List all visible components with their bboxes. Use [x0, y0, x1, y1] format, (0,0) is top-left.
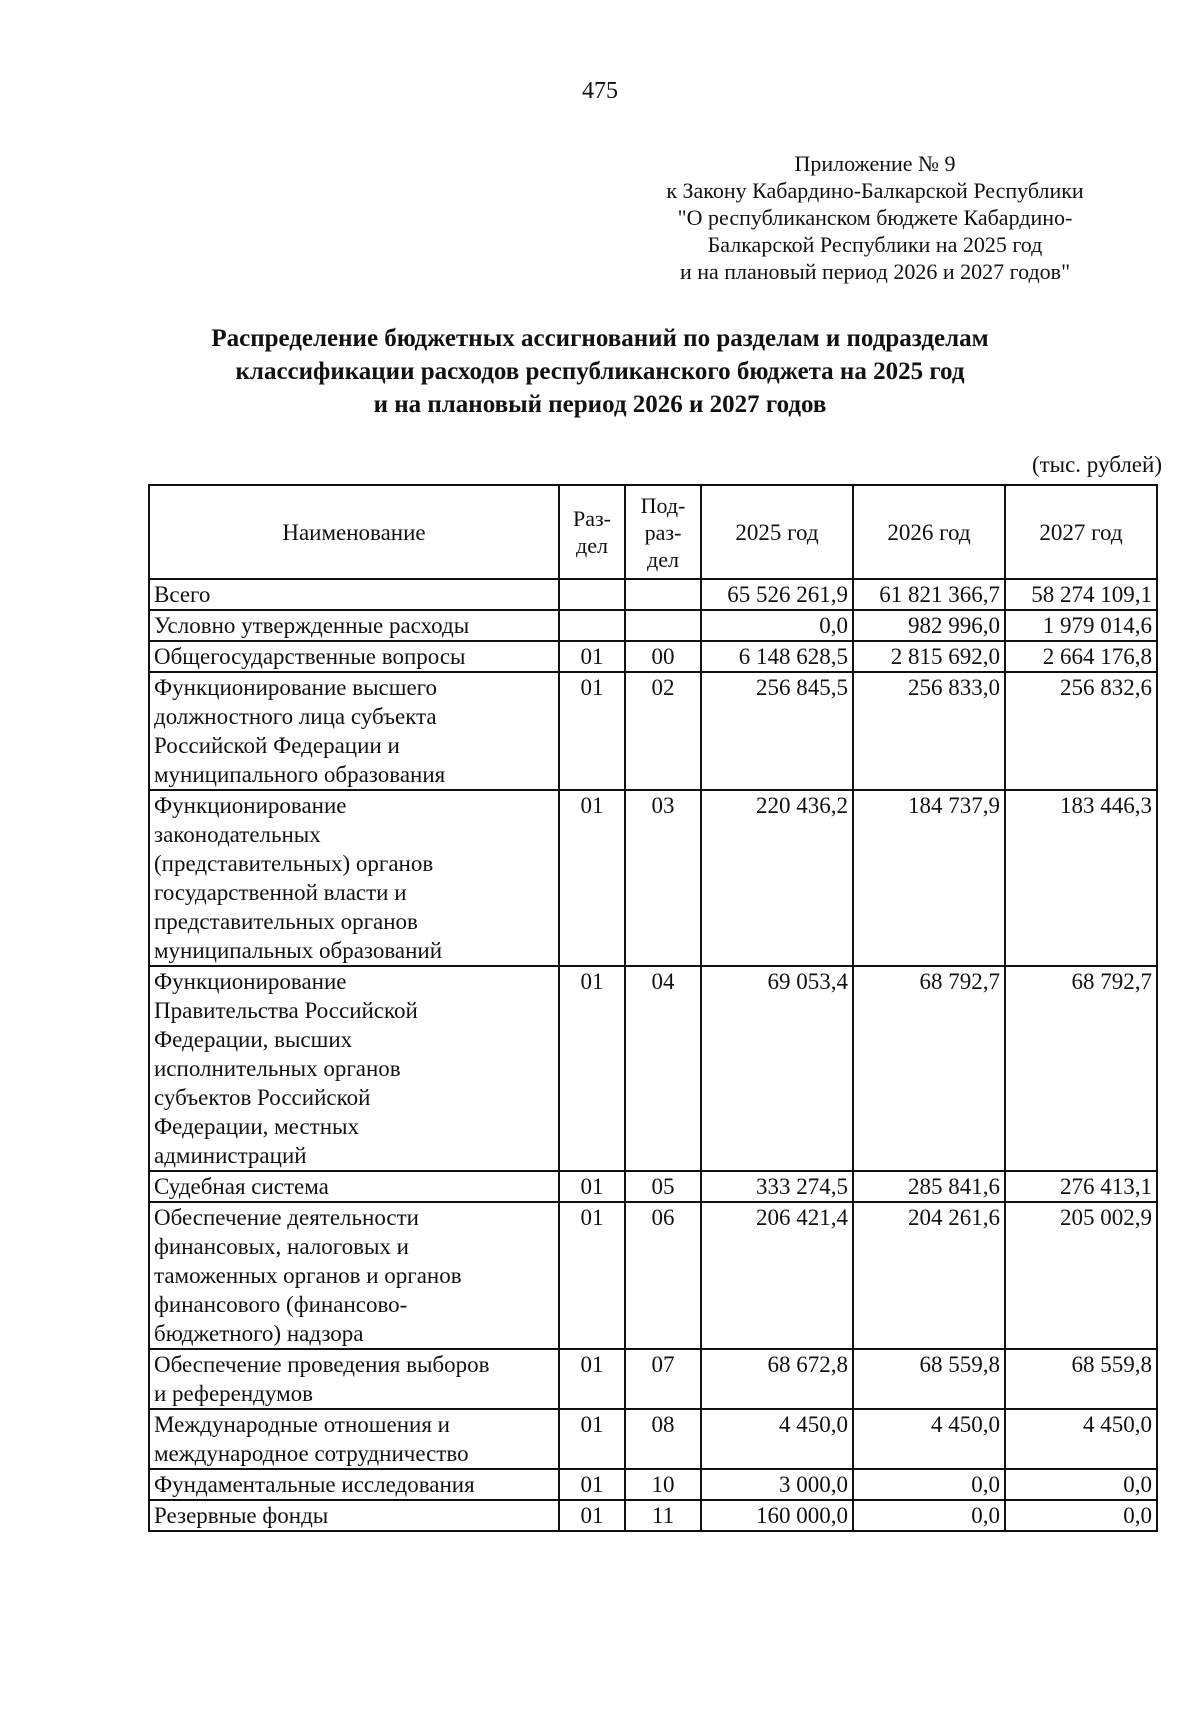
row-name-line: Судебная система: [154, 1174, 329, 1199]
row-name-line: Всего: [154, 582, 211, 607]
row-value-2026: 204 261,6: [853, 1202, 1005, 1349]
table-row: [149, 1500, 1157, 1531]
row-name-line: Резервные фонды: [154, 1503, 329, 1528]
table-row: [149, 672, 1157, 790]
row-name: [149, 672, 559, 790]
row-value-2027: 68 792,7: [1005, 966, 1157, 1171]
row-value-2025: 220 436,2: [701, 790, 853, 966]
row-name-line: таможенных органов и органов: [154, 1263, 462, 1288]
appendix-line: и на плановый период 2026 и 2027 годов": [679, 259, 1071, 284]
row-section: 01: [559, 1409, 625, 1469]
row-name-line: международное сотрудничество: [154, 1441, 469, 1466]
row-name-line: Функционирование: [154, 969, 347, 994]
header-section-line: Раз-: [572, 506, 612, 531]
row-value-2026: 285 841,6: [853, 1171, 1005, 1202]
table-row: [149, 610, 1157, 641]
row-name-line: Функционирование: [154, 793, 347, 818]
table-header-row: [149, 485, 1157, 579]
row-name-line: Функционирование высшего: [154, 675, 438, 700]
table-row: [149, 641, 1157, 672]
header-subsection: [625, 485, 701, 579]
row-name-line: должностного лица субъекта: [154, 704, 437, 729]
row-name-line: финансового (финансово-: [154, 1292, 408, 1317]
row-name-line: Обеспечение проведения выборов: [154, 1352, 490, 1377]
document-title: [100, 322, 1100, 421]
row-value-2025: 206 421,4: [701, 1202, 853, 1349]
row-subsection: 02: [625, 672, 701, 790]
table-body: [149, 579, 1157, 1531]
row-value-2027: 0,0: [1005, 1500, 1157, 1531]
row-value-2025: 6 148 628,5: [701, 641, 853, 672]
row-section: 01: [559, 1171, 625, 1202]
row-name-line: муниципального образования: [154, 762, 446, 787]
table-row: [149, 790, 1157, 966]
appendix-line: "О республиканском бюджете Кабардино-: [677, 205, 1073, 230]
page-number: 475: [582, 78, 618, 104]
row-name: [149, 1349, 559, 1409]
row-name-line: законодательных: [154, 822, 321, 847]
row-name: [149, 641, 559, 672]
row-name-line: и референдумов: [154, 1381, 313, 1406]
row-value-2026: 184 737,9: [853, 790, 1005, 966]
table-row: [149, 966, 1157, 1171]
table-row: [149, 1349, 1157, 1409]
row-name: [149, 1469, 559, 1500]
row-subsection: 08: [625, 1409, 701, 1469]
row-name: [149, 1171, 559, 1202]
header-2027: 2027 год: [1005, 485, 1157, 579]
row-value-2026: 982 996,0: [853, 610, 1005, 641]
budget-table: [148, 484, 1158, 1532]
row-subsection: [625, 579, 701, 610]
row-subsection: 10: [625, 1469, 701, 1500]
row-name-line: Общегосударственные вопросы: [154, 644, 466, 669]
row-name-line: Международные отношения и: [154, 1412, 450, 1437]
row-section: 01: [559, 1202, 625, 1349]
row-name-line: (представительных) органов: [154, 851, 434, 876]
row-subsection: 03: [625, 790, 701, 966]
table-row: [149, 1469, 1157, 1500]
row-name-line: субъектов Российской: [154, 1085, 371, 1110]
row-name-line: Обеспечение деятельности: [154, 1205, 419, 1230]
row-name: [149, 1409, 559, 1469]
row-value-2026: 4 450,0: [853, 1409, 1005, 1469]
row-section: 01: [559, 1500, 625, 1531]
row-subsection: 00: [625, 641, 701, 672]
row-name-line: Российской Федерации и: [154, 733, 400, 758]
row-value-2026: 2 815 692,0: [853, 641, 1005, 672]
row-value-2027: 0,0: [1005, 1469, 1157, 1500]
row-value-2026: 0,0: [853, 1500, 1005, 1531]
header-name: Наименование: [149, 485, 559, 579]
header-subsection-line: дел: [647, 546, 679, 572]
title-line: и на плановый период 2026 и 2027 годов: [373, 391, 827, 418]
units-label: (тыс. рублей): [1031, 452, 1162, 477]
header-2026: 2026 год: [853, 485, 1005, 579]
row-name: [149, 1500, 559, 1531]
header-section: [559, 485, 625, 579]
row-section: 01: [559, 790, 625, 966]
row-subsection: 04: [625, 966, 701, 1171]
row-value-2026: 0,0: [853, 1469, 1005, 1500]
row-value-2025: 160 000,0: [701, 1500, 853, 1531]
header-2025: 2025 год: [701, 485, 853, 579]
row-value-2025: 0,0: [701, 610, 853, 641]
row-value-2025: 3 000,0: [701, 1469, 853, 1500]
row-value-2025: 256 845,5: [701, 672, 853, 790]
row-name: [149, 610, 559, 641]
table-row: [149, 579, 1157, 610]
row-value-2026: 68 559,8: [853, 1349, 1005, 1409]
row-subsection: 11: [625, 1500, 701, 1531]
row-value-2027: 183 446,3: [1005, 790, 1157, 966]
title-line: классификации расходов республиканского бюджета на 2025 год: [235, 358, 965, 385]
row-value-2026: 256 833,0: [853, 672, 1005, 790]
row-value-2027: 68 559,8: [1005, 1349, 1157, 1409]
row-name-line: исполнительных органов: [154, 1056, 401, 1081]
row-value-2027: 4 450,0: [1005, 1409, 1157, 1469]
row-value-2026: 61 821 366,7: [853, 579, 1005, 610]
row-subsection: 06: [625, 1202, 701, 1349]
row-subsection: [625, 610, 701, 641]
appendix-line: Балкарской Республики на 2025 год: [707, 232, 1043, 257]
row-value-2027: 2 664 176,8: [1005, 641, 1157, 672]
appendix-line: к Закону Кабардино-Балкарской Республики: [666, 178, 1084, 203]
row-name: [149, 966, 559, 1171]
row-section: [559, 579, 625, 610]
row-value-2025: 69 053,4: [701, 966, 853, 1171]
row-name-line: Условно утвержденные расходы: [154, 613, 470, 638]
table-row: [149, 1202, 1157, 1349]
table-row: [149, 1171, 1157, 1202]
row-name-line: Федерации, высших: [154, 1027, 353, 1052]
row-section: 01: [559, 641, 625, 672]
row-name-line: представительных органов: [154, 909, 418, 934]
row-name-line: Правительства Российской: [154, 998, 418, 1023]
row-value-2027: 58 274 109,1: [1005, 579, 1157, 610]
row-section: 01: [559, 966, 625, 1171]
row-value-2025: 68 672,8: [701, 1349, 853, 1409]
title-line: Распределение бюджетных ассигнований по разделам и подразделам: [211, 325, 989, 352]
row-name-line: финансовых, налоговых и: [154, 1234, 409, 1259]
row-name-line: Федерации, местных: [154, 1114, 359, 1139]
row-value-2025: 65 526 261,9: [701, 579, 853, 610]
row-name-line: администраций: [154, 1143, 307, 1168]
row-section: 01: [559, 672, 625, 790]
row-name: [149, 1202, 559, 1349]
appendix-line: Приложение № 9: [794, 151, 956, 176]
row-value-2027: 256 832,6: [1005, 672, 1157, 790]
row-value-2026: 68 792,7: [853, 966, 1005, 1171]
table-row: [149, 1409, 1157, 1469]
appendix-reference: [600, 150, 1150, 285]
row-section: [559, 610, 625, 641]
header-section-line: дел: [576, 533, 608, 558]
row-name-line: государственной власти и: [154, 880, 407, 905]
row-subsection: 07: [625, 1349, 701, 1409]
row-name: [149, 790, 559, 966]
row-value-2027: 205 002,9: [1005, 1202, 1157, 1349]
row-name-line: Фундаментальные исследования: [154, 1472, 475, 1497]
row-value-2025: 333 274,5: [701, 1171, 853, 1202]
row-value-2027: 276 413,1: [1005, 1171, 1157, 1202]
row-section: 01: [559, 1469, 625, 1500]
row-value-2027: 1 979 014,6: [1005, 610, 1157, 641]
header-subsection-line: раз-: [644, 519, 682, 545]
row-name-line: бюджетного) надзора: [154, 1321, 364, 1346]
row-name-line: муниципальных образований: [154, 938, 443, 963]
row-section: 01: [559, 1349, 625, 1409]
row-subsection: 05: [625, 1171, 701, 1202]
header-subsection-line: Под-: [640, 492, 686, 518]
row-name: [149, 579, 559, 610]
row-value-2025: 4 450,0: [701, 1409, 853, 1469]
